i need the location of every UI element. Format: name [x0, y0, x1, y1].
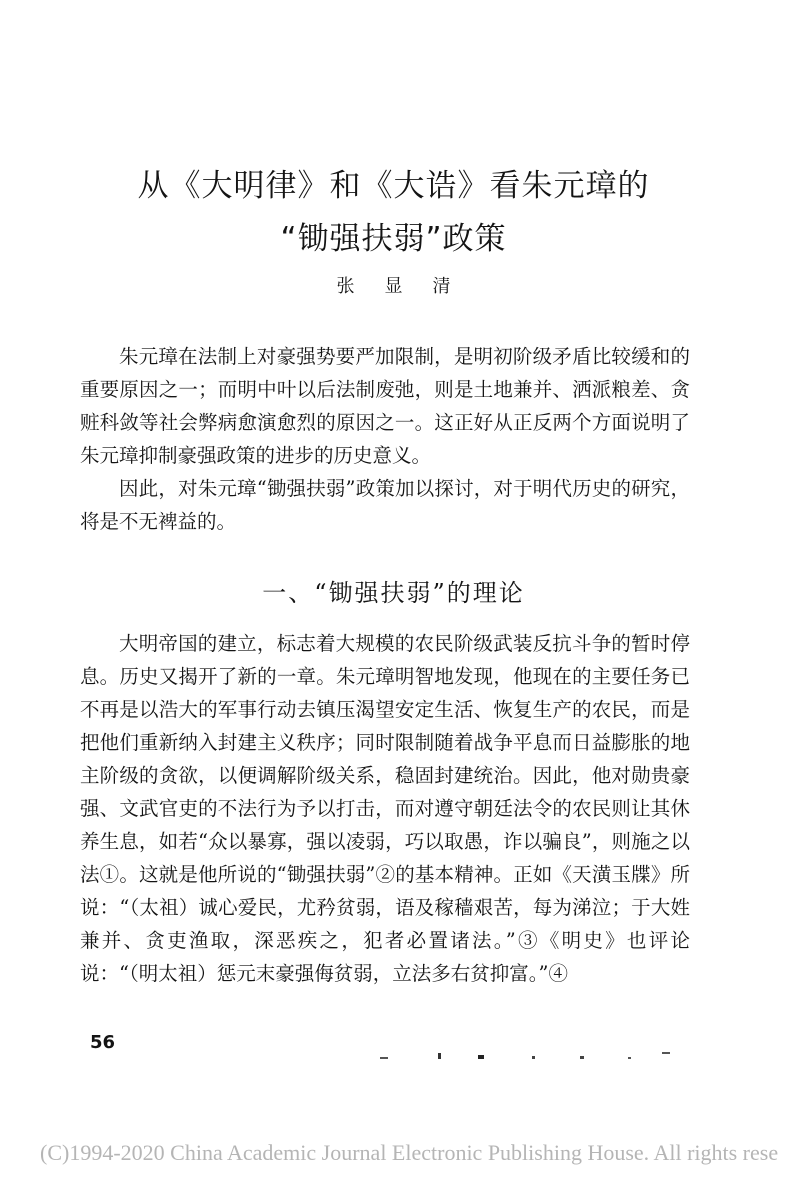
author-name: 张显清	[336, 276, 481, 297]
abstract-paragraph: 因此，对朱元璋“锄强扶弱”政策加以探讨，对于明代历史的研究，将是不无裨益的。	[80, 477, 690, 533]
article-title-line-1: 从《大明律》和《大诰》看朱元璋的	[137, 168, 650, 204]
body-paragraph: 大明帝国的建立，标志着大规模的农民阶级武装反抗斗争的暂时停息。历史又揭开了新的一章。朱元璋明智地发现，他现在的主要任务已不再是以浩大的军事行动去镇压渴望安定生活、恢复生产的农民，而是把他们重新纳入封建主义秩序；同时限制随着战争平息而日益膨胀的地主阶级的贪欲，以便调解阶级关系，稳固封建统治。因此，他对勋贵豪强、文武官吏的不法行为予以打击，而对遵守朝廷法令的农民则让其休养生息，如若“众以暴寡，强以凌弱，巧以取愚，诈以骗良”，则施之以法①。这就是他所说的“锄强扶弱”②的基本精神。正如《天潢玉牒》所说：“（太祖）诚心爱民，尤矜贫弱，语及稼穑艰苦，每为涕泣；于大姓兼并、贪吏渔取，深恶疾之，犯者必置诸法。”③《明史》也评论说：“（明太祖）惩元末豪强侮贫弱，立法多右贫抑富。”④	[80, 632, 690, 985]
section-heading: 一、“锄强扶弱”的理论	[262, 579, 525, 607]
body-text	[80, 627, 690, 990]
scan-noise-marks	[380, 1050, 680, 1064]
abstract-paragraph: 朱元璋在法制上对豪强势要严加限制，是明初阶级矛盾比较缓和的重要原因之一；而明中叶以后法制废弛，则是土地兼并、洒派粮差、贪赃科敛等社会弊病愈演愈烈的原因之一。这正好从正反两个方面说明了朱元璋抑制豪强政策的进步的历史意义。	[80, 345, 690, 467]
copyright-watermark: (C)1994-2020 China Academic Journal Electronic Publishing House. All rights rese	[40, 1140, 779, 1165]
abstract	[80, 340, 690, 538]
page-number: 56	[90, 1032, 116, 1053]
article-title-line-2: “锄强扶弱”政策	[280, 221, 507, 257]
